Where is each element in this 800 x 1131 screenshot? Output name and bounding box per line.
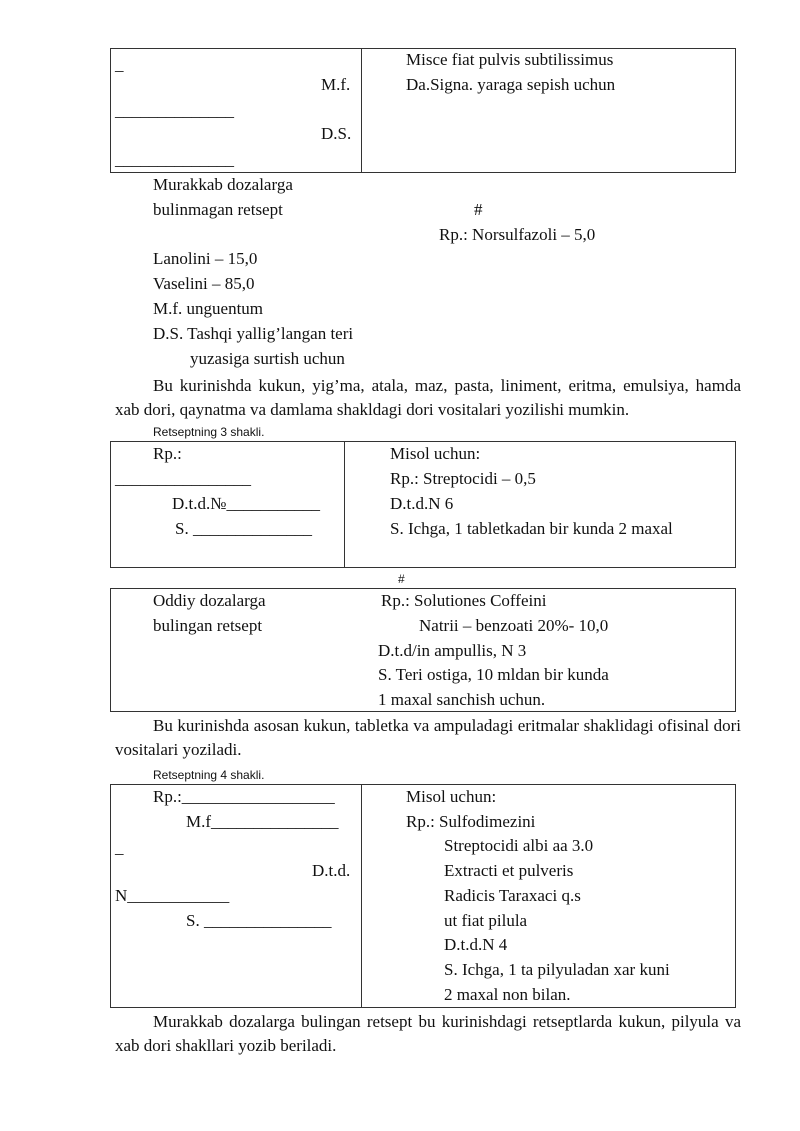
t4-right-0: Misol uchun:	[406, 787, 497, 806]
t2-right-1: Rp.: Streptocidi – 0,5	[390, 469, 536, 488]
t4-right-1: Rp.: Sulfodimezini	[406, 812, 536, 831]
table-2-divider	[344, 441, 345, 568]
t4-right-5: ut fiat pilula	[444, 911, 528, 930]
t2-right-3: S. Ichga, 1 tabletkadan bir kunda 2 maxal	[390, 519, 673, 538]
t4-right-3: Extracti et pulveris	[444, 861, 574, 880]
block1-line-1: Vaselini – 85,0	[153, 274, 255, 293]
t4-mf: M.f_______________	[186, 812, 339, 831]
t2-rp: Rp.:	[153, 444, 182, 463]
t4-right-6: D.t.d.N 4	[444, 935, 508, 954]
t1-right-line2: Da.Signa. yaraga sepish uchun	[406, 75, 616, 94]
t1-right-line1: Misce fiat pulvis subtilissimus	[406, 50, 614, 69]
t4-right-2: Streptocidi albi aa 3.0	[444, 836, 594, 855]
t4-right-4: Radicis Taraxaci q.s	[444, 886, 581, 905]
t4-s: S. _______________	[186, 911, 332, 930]
t4-right-8: 2 maxal non bilan.	[444, 985, 571, 1004]
t4-right-7: S. Ichga, 1 ta pilyuladan xar kuni	[444, 960, 670, 979]
block1-line-2: M.f. unguentum	[153, 299, 264, 318]
t3-right-3: S. Teri ostiga, 10 mldan bir kunda	[378, 665, 609, 684]
t3-right-1: Natrii – benzoati 20%- 10,0	[419, 616, 609, 635]
t3-right-2: D.t.d/in ampullis, N 3	[378, 641, 527, 660]
t1-line2: ______________	[115, 150, 234, 169]
table-1-divider	[361, 48, 362, 173]
t4-dtd: D.t.d.	[312, 861, 351, 880]
t1-line1: ______________	[115, 101, 234, 120]
t2-right-0: Misol uchun:	[390, 444, 481, 463]
t4-n: N____________	[115, 886, 230, 905]
t3-left-0: Oddiy dozalarga	[153, 591, 266, 610]
block1-hash: #	[474, 200, 483, 219]
t2-right-2: D.t.d.N 6	[390, 494, 454, 513]
t2-dtd: D.t.d.№___________	[172, 494, 320, 513]
t2-s: S. ______________	[175, 519, 312, 538]
block1-rp: Rp.: Norsulfazoli – 5,0	[439, 225, 596, 244]
t3-right-4: 1 maxal sanchish uchun.	[378, 690, 546, 709]
table-4-divider	[361, 784, 362, 1008]
t1-mf: M.f.	[321, 75, 351, 94]
paragraph-1: Bu kurinishda kukun, yig’ma, atala, maz, pasta, liniment, eritma, emulsiya, hamda xab dori, qaynatma va damlama shakldagi dori vositalari yozilishi mumkin.	[115, 376, 741, 419]
t2-line: ________________	[115, 469, 251, 488]
block1-indented: yuzasiga surtish uchun	[190, 349, 345, 368]
paragraph-3: Murakkab dozalarga bulingan retsept bu kurinishdagi retseptlarda kukun, pilyula va xab dori shakllari yozib beriladi.	[115, 1012, 741, 1055]
caption-form-4: Retseptning 4 shakli.	[153, 768, 265, 782]
paragraph-2: Bu kurinishda asosan kukun, tabletka va ampuladagi eritmalar shaklidagi ofisinal dori vositalari yoziladi.	[115, 716, 741, 759]
block1-heading2: bulinmagan retsept	[153, 200, 283, 219]
t4-rp: Rp.:__________________	[153, 787, 335, 806]
hash-2: #	[398, 572, 405, 586]
t3-left-1: bulingan retsept	[153, 616, 263, 635]
block1-heading1: Murakkab dozalarga	[153, 175, 293, 194]
t3-right-0: Rp.: Solutiones Coffeini	[381, 591, 547, 610]
block1-line-0: Lanolini – 15,0	[153, 249, 258, 268]
t1-ds: D.S.	[321, 124, 352, 143]
block1-line-3: D.S. Tashqi yallig’langan teri	[153, 324, 354, 343]
caption-form-3: Retseptning 3 shakli.	[153, 425, 265, 439]
t1-dash: _	[115, 55, 124, 74]
t4-dash: _	[115, 838, 124, 857]
